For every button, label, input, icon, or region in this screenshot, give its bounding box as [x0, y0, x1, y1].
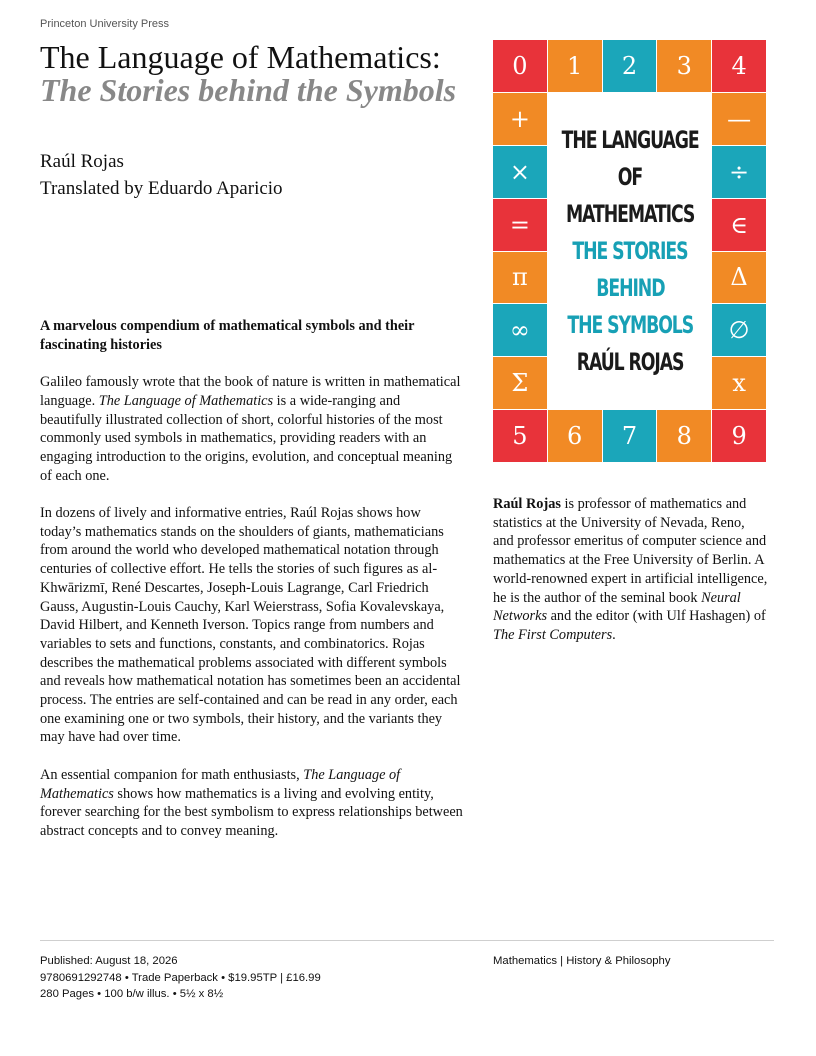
cover-symbol-tile: 4 [712, 40, 767, 93]
cover-symbol-tile: × [493, 146, 548, 199]
publisher-name: Princeton University Press [40, 18, 169, 30]
description-paragraph-2: In dozens of lively and informative entries, Raúl Rojas shows how today’s mathematics stands on the shoulders of giants, mathematicians from around the world who developed mathematical notation through centuries of collective effort. He tells the stories of such figures as al-Khwārizmī, René Descartes, Joseph-Louis Lagrange, Carl Friedrich Gauss, Augustin-Louis Cauchy, Karl Weierstrass, Sofia Kovalevskaya, David Hilbert, and Kenneth Iverson. Topics range from numbers and variables to sets and functions, constants, and combinatorics. Rojas describes the mathematical problems associated with different symbols and reveals how mathematical notation has sometimes been an accidental process. The entries are self-contained and can be read in any order, each one examining one or two symbols, their history, and the variants they may have had over time. [40, 505, 461, 746]
cover-subtitle-line: BEHIND [595, 274, 665, 302]
description-paragraph-1: Galileo famously wrote that the book of nature is written in mathematical language. The Language of Mathematics is a wide-ranging and beautifully illustrated collection of short, colorful histories of the most commonly used symbols in mathematics, providing readers with an engaging introduction to the origins, evolution, and conceptual meaning of each one. [40, 374, 461, 484]
cover-symbol-tile: ∅ [712, 304, 767, 357]
cover-symbol-tile: 9 [712, 410, 767, 463]
cover-symbol-tile: 8 [657, 410, 712, 463]
description-headline: A marvelous compendium of mathematical symbols and their fascinating histories [40, 318, 415, 353]
author-bio: Raúl Rojas is professor of mathematics and statistics at the University of Nevada, Reno, and professor emeritus of computer science and mathematics at the Free University of Berlin. A world-renowned expert in artificial intelligence, he is the author of the seminal book Neural Networks and the editor (with Ulf Hashagen) of The First Computers. [493, 496, 768, 643]
publication-date: Published: August 18, 2026 [40, 955, 178, 967]
title-reference: The Language of Mathematics [98, 392, 274, 409]
cover-title-line: OF [617, 163, 643, 191]
cover-symbol-tile: ∈ [712, 199, 767, 252]
footer-divider [40, 940, 774, 941]
cover-title-panel [548, 93, 712, 410]
cover-symbol-tile: 6 [548, 410, 603, 463]
book-description [40, 317, 465, 859]
bio-book-title: The First Computers [493, 626, 613, 643]
description-paragraph-3: An essential companion for math enthusiasts, The Language of Mathematics shows how mathematics is a living and evolving entity, forever searching for the best symbolism to express relationships between abstract concepts and to convey meaning. [40, 766, 463, 839]
cover-symbol-tile: x [712, 357, 767, 410]
cover-symbol-tile: π [493, 252, 548, 305]
cover-symbol-tile: = [493, 199, 548, 252]
cover-author: RAÚL ROJAS [576, 348, 684, 376]
cover-subtitle-line: THE STORIES [572, 237, 688, 265]
cover-symbol-tile: Σ [493, 357, 548, 410]
cover-symbol-tile: + [493, 93, 548, 146]
cover-symbol-tile: 0 [493, 40, 548, 93]
translator-credit: Translated by Eduardo Aparicio [40, 178, 283, 199]
bio-author-name: Raúl Rojas [493, 496, 561, 512]
cover-symbol-tile: ∞ [493, 304, 548, 357]
cover-title-line: THE LANGUAGE [561, 126, 699, 154]
title-reference: The Language of Mathematics [40, 766, 401, 802]
bio-book-title: Neural Networks [493, 589, 741, 625]
cover-title-line: MATHEMATICS [565, 200, 695, 228]
author-name: Raúl Rojas [40, 151, 124, 172]
isbn-price: 9780691292748 • Trade Paperback • $19.95TP | £16.99 [40, 971, 321, 984]
cover-symbol-tile: 2 [603, 40, 658, 93]
cover-symbol-tile: 3 [657, 40, 712, 93]
cover-symbol-tile: 1 [548, 40, 603, 93]
publication-details [40, 953, 321, 1003]
book-cover-image [493, 40, 767, 463]
cover-symbol-tile: 5 [493, 410, 548, 463]
cover-subtitle-line: THE SYMBOLS [567, 311, 693, 339]
book-subtitle: The Stories behind the Symbols [40, 72, 457, 108]
book-title: The Language of Mathematics: [40, 39, 441, 75]
subject-categories: Mathematics | History & Philosophy [493, 955, 671, 967]
cover-symbol-tile: Δ [712, 252, 767, 305]
cover-symbol-tile: ÷ [712, 146, 767, 199]
format-details: 280 Pages • 100 b/w illus. • 5½ x 8½ [40, 988, 224, 1000]
cover-symbol-tile: 7 [603, 410, 658, 463]
cover-symbol-tile: — [712, 93, 767, 146]
author-block [40, 148, 283, 202]
